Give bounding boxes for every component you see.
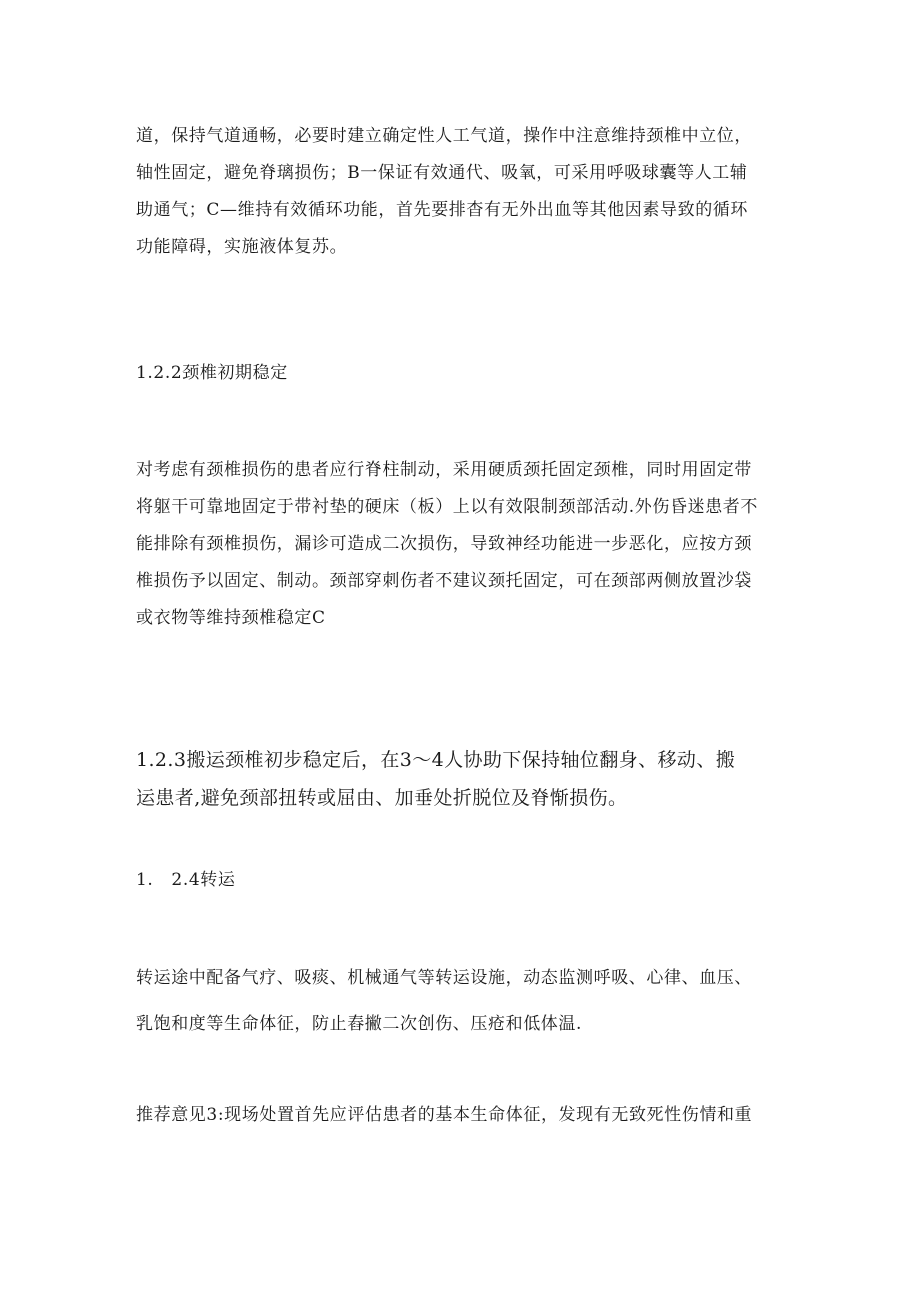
paragraph-cervical-stabilization <box>136 452 786 637</box>
text-line: 运患者,避免颈部扭转或屈由、加垂处折脱位及脊惭损伤。 <box>136 787 628 809</box>
text-line: 椎损伤予以固定、制动。颈部穿刺伤者不建议颈托固定，可在颈部两侧放置沙袋 <box>136 571 752 591</box>
text-line: 道，保持气道通畅，必要时建立确定性人工气道，操作中注意维持颈椎中立位， <box>136 126 752 146</box>
text-line: 轴性固定，避免脊璃损伤；B一保证有效通代、吸氧，可采用呼吸球囊等人工辅 <box>136 163 748 183</box>
text-line: 乳饱和度等生命体征，防止舂撇二次创伤、压疮和低体温. <box>136 1014 583 1034</box>
text-line: 对考虑有颈椎损伤的患者应行脊柱制动，采用硬质颈托固定颈椎，同时用固定带 <box>136 460 752 480</box>
paragraph-airway-management <box>136 118 786 266</box>
heading-text: 1.2.2颈椎初期稳定 <box>136 363 288 383</box>
text-line: 1.2.3搬运颈椎初步稳定后，在3～4人协助下保持轴位翻身、移动、搬 <box>136 749 736 771</box>
section-heading-1-2-2 <box>136 355 786 392</box>
paragraph-transport <box>136 955 786 1047</box>
text-line: 能排除有颈椎损伤，漏诊可造成二次损伤，导致神经功能进一步恶化，应按方颈 <box>136 534 752 554</box>
paragraph-transfer-carrying <box>136 741 786 817</box>
text-line: 推荐意见3:现场处置首先应评估患者的基本生命体征，发现有无致死性伤情和重 <box>136 1105 753 1125</box>
text-line: 或衣物等维持颈椎稳定C <box>136 608 326 628</box>
paragraph-recommendation-3 <box>136 1097 786 1134</box>
heading-text: 1. 2.4转运 <box>136 870 236 890</box>
text-line: 功能障碍，实施液体复苏。 <box>136 237 348 257</box>
section-heading-1-2-4 <box>136 862 786 899</box>
text-line: 转运途中配备气疗、吸痰、机械通气等转运设施，动态监测呼吸、心律、血压、 <box>136 968 752 988</box>
text-line: 助通气；C—维持有效循环功能，首先要排杳有无外出血等其他因素导致的循环 <box>136 200 749 220</box>
text-line: 将躯干可靠地固定于带衬垫的硬床（板）上以有效限制颈部活动.外伤昏迷患者不 <box>136 497 759 517</box>
